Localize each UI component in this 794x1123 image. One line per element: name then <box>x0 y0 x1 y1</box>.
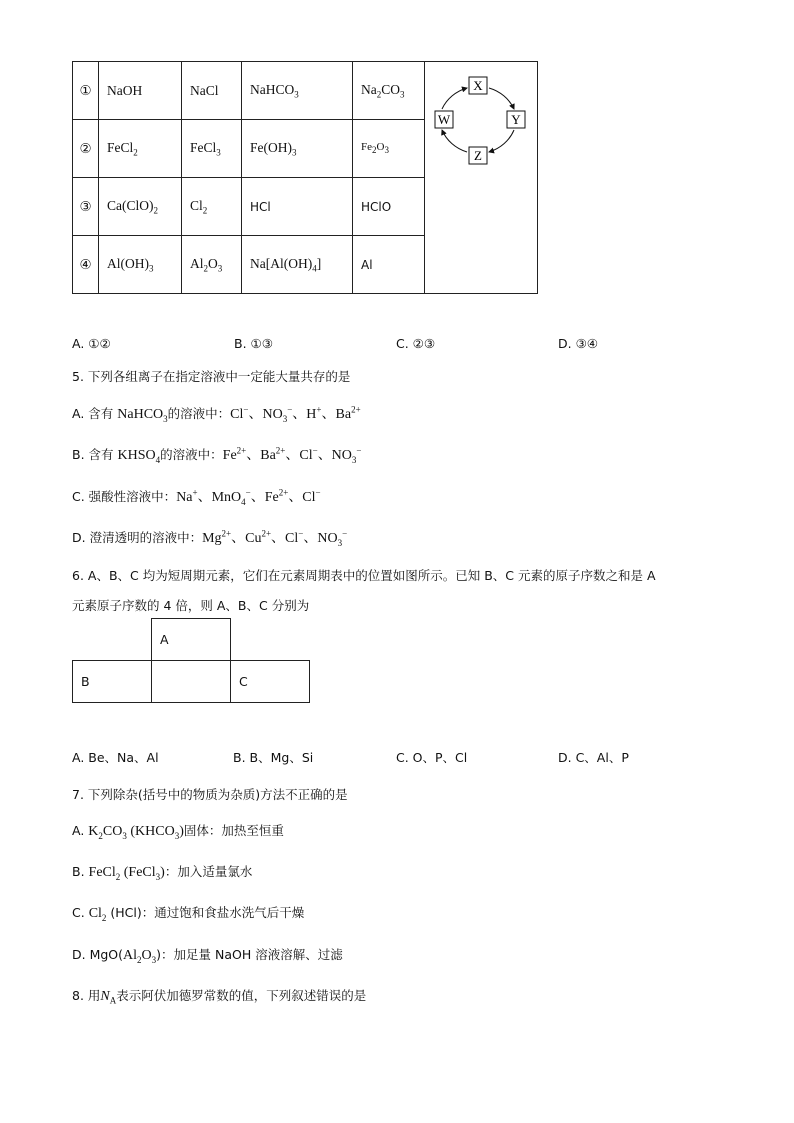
row-number: ① <box>73 62 99 120</box>
label-y: Y <box>511 112 521 127</box>
q7-option-c[interactable]: C. $Cl_2$ (HCl)：通过饱和食盐水洗气后干燥 <box>72 905 305 923</box>
cell-x: NaCl <box>182 62 242 120</box>
q7-option-a[interactable]: A. $K_2CO_3$ $(KHCO_3)$固体：加热至恒重 <box>72 823 284 841</box>
cell-w: FeCl$_2$ <box>99 120 182 178</box>
q8-stem: 8. 用$N_A$表示阿伏加德罗常数的值，下列叙述错误的是 <box>72 988 367 1006</box>
cell-y: HCl <box>242 178 353 236</box>
cell-z: $Na_2CO_3$ <box>353 62 425 120</box>
label-w: W <box>437 112 451 127</box>
q4-option-d[interactable]: D. ③④ <box>558 336 598 351</box>
cell-w: NaOH <box>99 62 182 120</box>
cell-x: FeCl$_3$ <box>182 120 242 178</box>
grid-cell-c: C <box>231 661 310 703</box>
q7-stem: 7. 下列除杂(括号中的物质为杂质)方法不正确的是 <box>72 787 348 802</box>
q4-option-b[interactable]: B. ①③ <box>234 336 273 351</box>
cell-z: $Fe_2O_3$ <box>353 120 425 178</box>
q7-option-d[interactable]: D. $MgO(Al_2O_3)$：加足量 NaOH 溶液溶解、过滤 <box>72 947 343 965</box>
q5-option-d[interactable]: D. 澄清透明的溶液中：$Mg^{2+}$、$Cu^{2+}$、Cl−、$NO_3^-$ <box>72 528 348 548</box>
cell-w: $Al(OH)_3$ <box>99 236 182 294</box>
q7-option-b[interactable]: B. FeCl$_2$ (FeCl$_3$)：加入适量氯水 <box>72 864 253 882</box>
q6-option-c[interactable]: C. O、P、Cl <box>396 750 468 765</box>
cell-x: $Al_2O_3$ <box>182 236 242 294</box>
cycle-diagram <box>425 62 537 182</box>
arrow-x-to-y <box>489 88 514 109</box>
table-row <box>73 619 310 661</box>
cell-x: $Cl_2$ <box>182 178 242 236</box>
row-number: ③ <box>73 178 99 236</box>
cell-y: $Na[Al(OH)_4]$ <box>242 236 353 294</box>
q5-option-b[interactable]: B. 含有 $KHSO_4$的溶液中：$Fe^{2+}$、$Ba^{2+}$、Cl−、$NO_3^-$ <box>72 445 362 465</box>
q6-stem-line2: 元素原子序数的 4 倍，则 A、B、C 分别为 <box>72 598 310 613</box>
arrow-z-to-w <box>442 130 467 152</box>
arrow-w-to-x <box>442 88 467 109</box>
label-x: X <box>473 78 483 93</box>
cell-w: $Ca(ClO)_2$ <box>99 178 182 236</box>
q6-stem-line1: 6. A、B、C 均为短周期元素，它们在元素周期表中的位置如图所示。已知 B、C 元素的原子序数之和是 A <box>72 568 656 583</box>
substance-table <box>72 61 538 294</box>
arrow-y-to-z <box>489 130 514 152</box>
periodic-grid <box>72 618 310 703</box>
cell-y: $Fe(OH)_3$ <box>242 120 353 178</box>
grid-cell-a: A <box>152 619 231 661</box>
cycle-diagram-cell <box>425 62 538 294</box>
q6-option-a[interactable]: A. Be、Na、Al <box>72 750 159 765</box>
table-row <box>73 62 538 120</box>
cell-z: Al <box>353 236 425 294</box>
q6-option-b[interactable]: B. B、Mg、Si <box>233 750 314 765</box>
table-row <box>73 661 310 703</box>
row-number: ② <box>73 120 99 178</box>
grid-cell-b: B <box>73 661 152 703</box>
cell-z: HClO <box>353 178 425 236</box>
q4-option-c[interactable]: C. ②③ <box>396 336 436 351</box>
q5-option-a[interactable]: A. 含有 NaHCO$_3$的溶液中：Cl−、$NO_3^-$、H+、$Ba^{2+}$ <box>72 404 361 424</box>
q5-option-c[interactable]: C. 强酸性溶液中：Na+、MnO$_4$−、$Fe^{2+}$、Cl− <box>72 487 321 507</box>
q6-option-d[interactable]: D. C、Al、P <box>558 750 629 765</box>
grid-cell-empty <box>152 661 231 703</box>
row-number: ④ <box>73 236 99 294</box>
cell-y: NaHCO$_3$ <box>242 62 353 120</box>
q4-option-a[interactable]: A. ①② <box>72 336 111 351</box>
label-z: Z <box>474 148 482 163</box>
q5-stem: 5. 下列各组离子在指定溶液中一定能大量共存的是 <box>72 369 351 384</box>
